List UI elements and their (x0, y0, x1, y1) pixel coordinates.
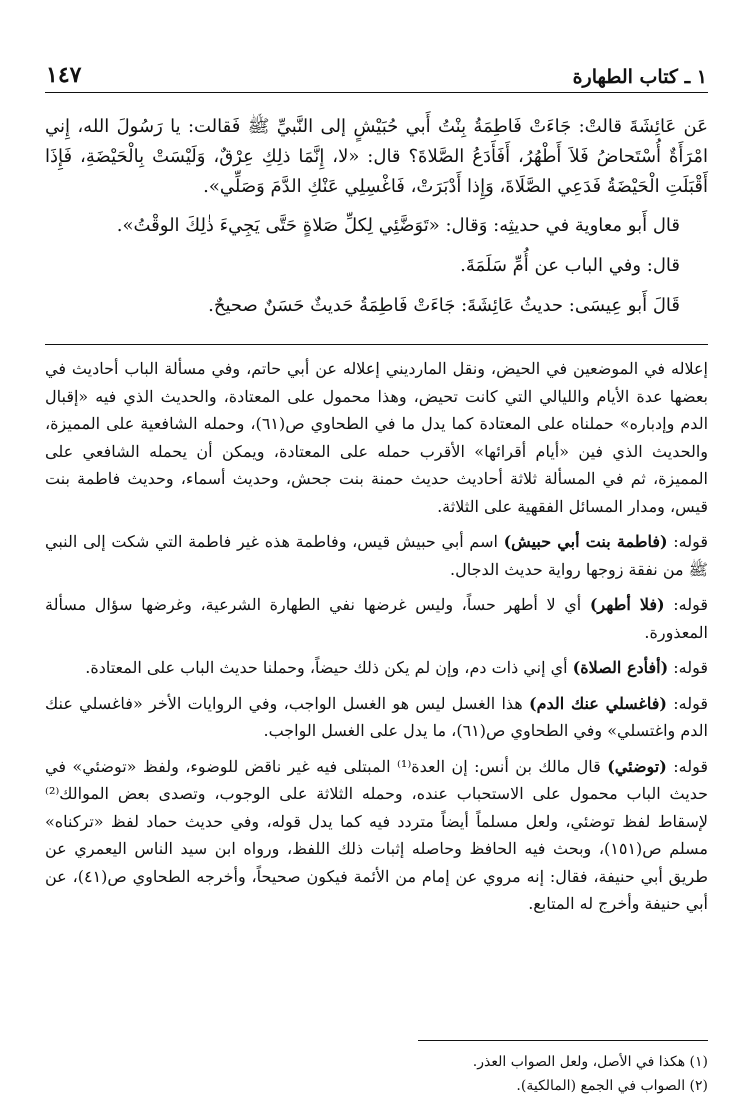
footnote-divider (418, 1040, 708, 1041)
note-prefix: قوله: (668, 658, 708, 677)
hadith-text (45, 112, 708, 331)
commentary-note (45, 753, 708, 918)
note-prefix: قوله: (666, 756, 709, 776)
note-label: (توضئي) (607, 756, 667, 776)
note-label: (فاطمة بنت أبي حبيش) (503, 532, 668, 551)
commentary-note (45, 690, 708, 745)
footnote: (١) هكذا في الأصل، ولعل الصواب العذر. (472, 1054, 708, 1070)
commentary-note (45, 654, 708, 682)
hadith-line: قال: وفي الباب عن أُمِّ سَلَمَةَ. (460, 255, 680, 276)
note-prefix: قوله: (667, 532, 708, 551)
commentary-note (45, 591, 708, 646)
hadith-line: قَالَ أَبو عِيسَى: حديثُ عَائِشَةَ: جَاءَتْ فَاطِمَةُ حَديثٌ حَسَنٌ صحيحٌ. (208, 295, 680, 316)
chapter-title: ١ ـ كتاب الطهارة (572, 66, 707, 88)
header-rule (45, 92, 708, 93)
note-text: اسم أبي حبيش قيس، وفاطمة هذه غير فاطمة التي شكت إلى النبي ﷺ من نفقة زوجها رواية حديث الدجال. (45, 532, 708, 579)
note-label: (أفأدع الصلاة) (572, 658, 669, 677)
note-prefix: قوله: (664, 595, 709, 614)
page-number: ١٤٧ (46, 62, 82, 88)
hadith-line: قال أَبو معاوية في حديثِه: وَقال: «تَوَضَّئِي لِكلِّ صَلاةٍ حَتَّى يَجِيءَ ذٰلِكَ الوقْتُ». (116, 215, 680, 236)
hadith-main: عَن عَائِشَةَ قالتْ: جَاءَتْ فَاطِمَةُ بِنْتُ أَبي حُبَيْشٍ إلى النَّبيِّ ﷺ فَقالت: يا رَسُولَ الله، إِني امْرَأَةٌ أُسْتَحاضُ فَلاَ أَطْهُرُ، أَفَأَدَعُ الصَّلاةَ؟ قال: «لا، إِنَّمَا ذلِكِ عِرْقٌ، وَلَيْسَتْ بِالْحَيْضَةِ، فَإِذَا أَقْبَلَتِ الْحَيْضَةُ فَدَعِي الصَّلَاةَ، وَإِذا أَدْبَرَتْ، فَاغْسِلِي عَنْكِ الدَّمَ وَصَلِّي». (45, 116, 708, 197)
footnote: (٢) الصواب في الجمع (المالكية). (516, 1078, 708, 1094)
note-text: أي إني ذات دم، وإن لم يكن ذلك حيضاً، وحملنا حديث الباب على المعتادة. (85, 658, 573, 677)
note-prefix: قوله: (666, 693, 709, 713)
page-header (46, 58, 707, 88)
section-divider (45, 344, 708, 345)
note-text: هذا الغسل ليس هو الغسل الواجب، وفي الروايات الأخر «فاغسلي عنك الدم واغتسلي» وفي الطحاوي ص(٦١)، ما يدل على الغسل الواجب. (45, 693, 708, 740)
commentary-intro: إعلاله في الموضعين في الحيض، ونقل المارديني إعلاله عن أبي حاتم، وفي مسألة الباب أحاديث في بعضها عدة الأيام والليالي التي كانت تحيض، وهذا محمول على المعتادة، والحديث الذي فيه «إقبال الدم وإدباره» حملناه على المعتادة كما يدل ما في الطحاوي ص(٦١)، وحمله الشافعية على المميزة، والحديث الذي فين «أيام أقرائها» الأقرب حمله على المعتادة، ويمكن أن يحمله الشافعي على المميزة، ثم في المسألة ثلاثة أحاديث حديث حمنة بنت جحش، وحديث أسماء، وحديث فاطمة بنت قيس، ومدار المسائل الفقهية على الثلاثة. (45, 359, 709, 516)
note-label: (فلا أطهر) (589, 595, 665, 614)
commentary (45, 355, 708, 926)
footnotes (45, 1050, 708, 1098)
note-label: (فاغسلي عنك الدم) (529, 693, 667, 713)
note-text: أي لا أطهر حساً، وليس غرضها نفي الطهارة الشرعية، وغرضها سؤال مسألة المعذورة. (45, 595, 708, 642)
note-text: قال مالك بن أنس: إن العدة⁽¹⁾ المبتلى فيه غير ناقض للوضوء، ولفظ «توضئي» في حديث الباب محمول على الاستحباب عنده، وحمله الثلاثة على الوجوب، وتصدى بعض الموالك⁽²⁾ لإسقاط لفظ توضئي، ولعل مسلماً أيضاً متردد فيه كما يدل قوله، وفي حديث حماد لفظ «تركناه» مسلم ص(١٥١)، وبحث فيه الحافظ وحاصله إثبات ذلك اللفظ، ورواه ابن سيد الناس اليعمري عن طريق أبي حنيفة، فقال: إنه مروي عن إمام من الأئمة فيكون صحيحاً، وأخرجه الطحاوي ص(٤١)، عن أبي حنيفة وأخرج له المتابع. (45, 756, 708, 913)
commentary-note (45, 528, 708, 583)
